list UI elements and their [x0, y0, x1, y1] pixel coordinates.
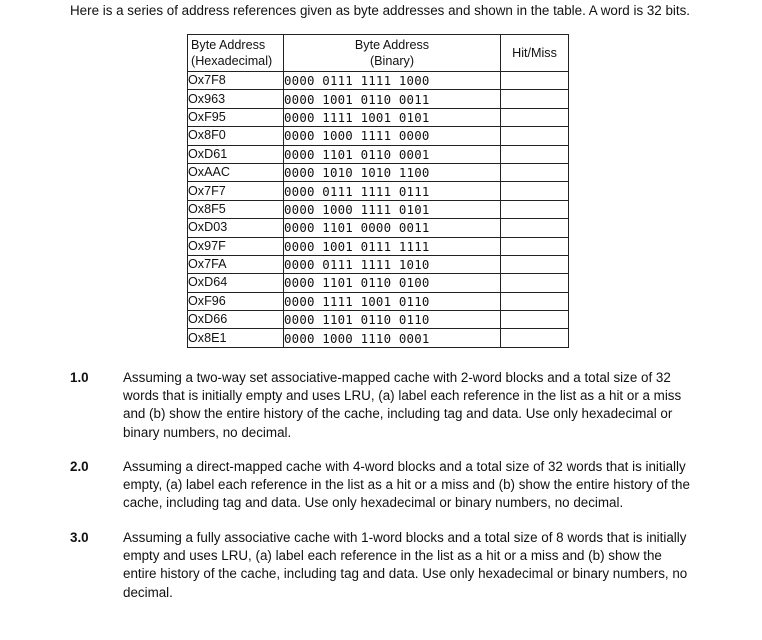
table-row — [188, 145, 569, 163]
table-row — [188, 219, 569, 237]
header-bin-line1: Byte Address — [354, 38, 430, 52]
table-row — [188, 292, 569, 310]
table-row — [188, 274, 569, 292]
table-row — [188, 200, 569, 218]
hex-address-cell: OxD66 — [188, 311, 284, 329]
binary-address-cell: 0000 1000 1110 0001 — [284, 329, 501, 347]
binary-address-cell: 0000 0111 1111 0111 — [284, 182, 501, 200]
hex-address-cell: Ox8E1 — [188, 329, 284, 347]
table-body — [188, 72, 569, 348]
hex-address-cell: OxD64 — [188, 274, 284, 292]
table-row — [188, 237, 569, 255]
header-hit-miss: Hit/Miss — [501, 35, 569, 72]
header-hex-line2: (Hexadecimal) — [191, 54, 273, 68]
question-number: 1.0 — [70, 370, 89, 385]
binary-address-cell: 0000 0111 1111 1010 — [284, 255, 501, 273]
binary-address-cell: 0000 1000 1111 0101 — [284, 200, 501, 218]
hex-address-cell: OxD61 — [188, 145, 284, 163]
address-reference-table — [187, 34, 569, 348]
hit-miss-cell — [501, 182, 569, 200]
question-number: 2.0 — [70, 459, 89, 474]
question-number: 3.0 — [70, 530, 89, 545]
hit-miss-cell — [501, 311, 569, 329]
binary-address-cell: 0000 1111 1001 0101 — [284, 108, 501, 126]
table-row — [188, 90, 569, 108]
intro-text: Here is a series of address references given as byte addresses and shown in the table. A word is 32 bits. — [70, 3, 691, 18]
question-text: Assuming a fully associative cache with 1-word blocks and a total size of 8 words that is initially empty and uses LRU, (a) label each reference in the list as a hit or a miss and (b) show the entire history of the cache, including tag and data. Use only hexadecimal or binary numbers, no decimal. — [123, 530, 688, 600]
binary-address-cell: 0000 1001 0111 1111 — [284, 237, 501, 255]
table-row — [188, 182, 569, 200]
binary-address-cell: 0000 1101 0000 0011 — [284, 219, 501, 237]
hit-miss-cell — [501, 163, 569, 181]
hex-address-cell: Ox7FA — [188, 255, 284, 273]
question-text: Assuming a direct-mapped cache with 4-word blocks and a total size of 32 words that is initially empty, (a) label each reference in the list as a hit or a miss and (b) show the entire history of the cache, including tag and data. Use only hexadecimal or binary numbers, no decimal. — [123, 459, 690, 511]
hex-address-cell: OxF96 — [188, 292, 284, 310]
hex-address-cell: Ox97F — [188, 237, 284, 255]
hex-address-cell: Ox8F5 — [188, 200, 284, 218]
header-hex-address — [188, 35, 284, 72]
header-hex-line1: Byte Address — [191, 38, 266, 52]
table-row — [188, 311, 569, 329]
table-row — [188, 255, 569, 273]
hex-address-cell: Ox7F7 — [188, 182, 284, 200]
hit-miss-cell — [501, 274, 569, 292]
table-row — [188, 72, 569, 90]
table-header-row — [188, 35, 569, 72]
binary-address-cell: 0000 0111 1111 1000 — [284, 72, 501, 90]
hit-miss-cell — [501, 219, 569, 237]
table-row — [188, 108, 569, 126]
hit-miss-cell — [501, 292, 569, 310]
hex-address-cell: OxD03 — [188, 219, 284, 237]
hit-miss-cell — [501, 200, 569, 218]
hex-address-cell: OxAAC — [188, 163, 284, 181]
hex-address-cell: OxF95 — [188, 108, 284, 126]
binary-address-cell: 0000 1101 0110 0100 — [284, 274, 501, 292]
table-row — [188, 163, 569, 181]
hit-miss-cell — [501, 108, 569, 126]
hit-miss-cell — [501, 329, 569, 347]
hit-miss-cell — [501, 145, 569, 163]
binary-address-cell: 0000 1101 0110 0110 — [284, 311, 501, 329]
table-row — [188, 329, 569, 347]
hex-address-cell: Ox963 — [188, 90, 284, 108]
binary-address-cell: 0000 1001 0110 0011 — [284, 90, 501, 108]
binary-address-cell: 0000 1010 1010 1100 — [284, 163, 501, 181]
header-binary-address — [284, 35, 501, 72]
binary-address-cell: 0000 1111 1001 0110 — [284, 292, 501, 310]
binary-address-cell: 0000 1000 1111 0000 — [284, 127, 501, 145]
hit-miss-cell — [501, 255, 569, 273]
question-text: Assuming a two-way set associative-mapped cache with 2-word blocks and a total size of 32 words that is initially empty and uses LRU, (a) label each reference in the list as a hit or a miss and (b) show the entire history of the cache, including tag and data. Use only hexadecimal or binary numbers, no decimal. — [123, 370, 682, 440]
hit-miss-cell — [501, 90, 569, 108]
hex-address-cell: Ox8F0 — [188, 127, 284, 145]
hit-miss-cell — [501, 237, 569, 255]
header-bin-line2: (Binary) — [369, 54, 415, 68]
table-row — [188, 127, 569, 145]
hit-miss-cell — [501, 127, 569, 145]
hex-address-cell: Ox7F8 — [188, 72, 284, 90]
hit-miss-cell — [501, 72, 569, 90]
binary-address-cell: 0000 1101 0110 0001 — [284, 145, 501, 163]
